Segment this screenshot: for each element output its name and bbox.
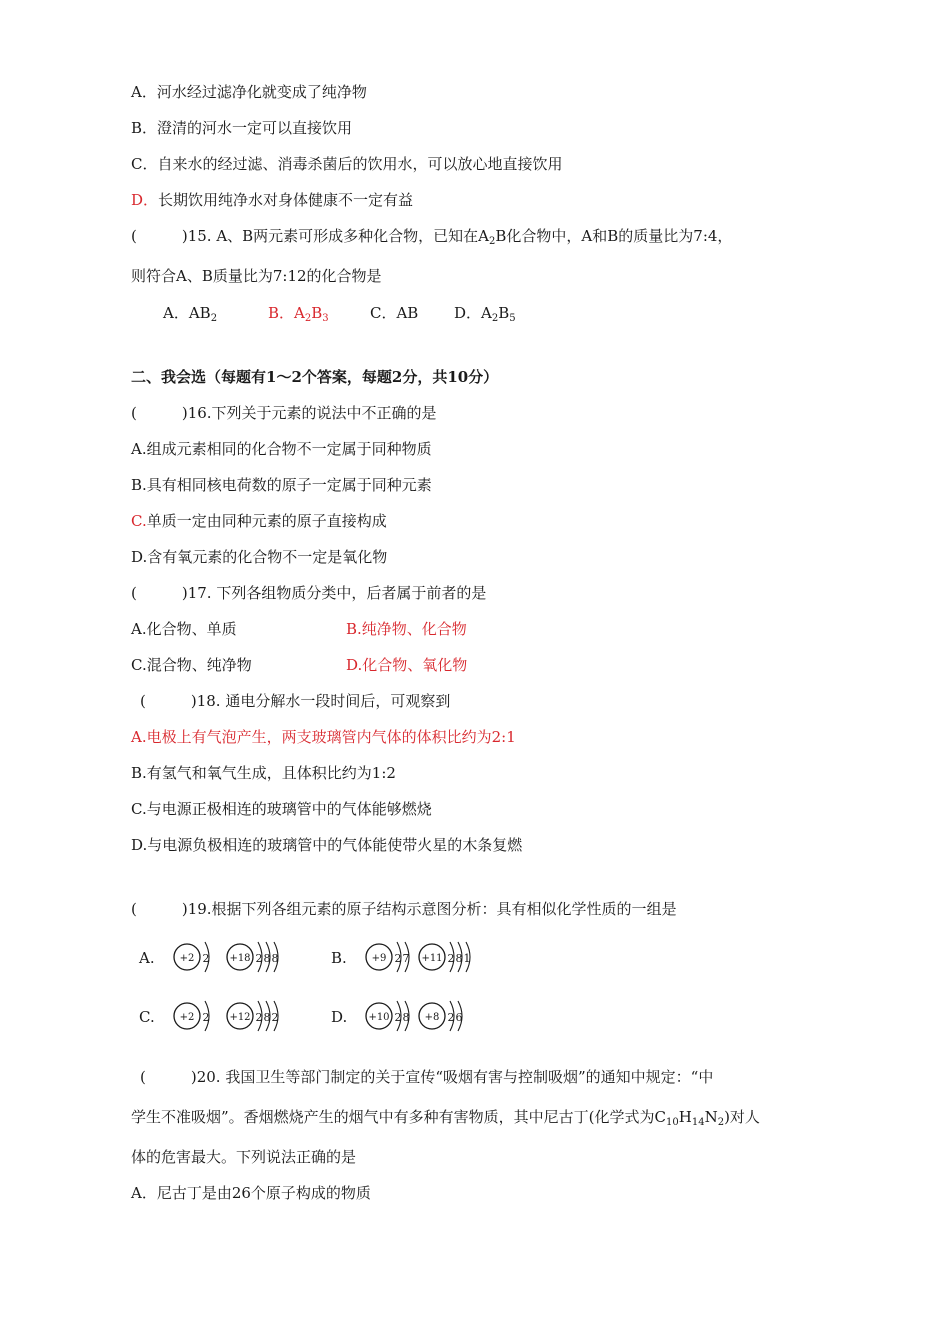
diagram-label: D. — [331, 1008, 348, 1026]
q18-stem: ( )18. 通电分解水一段时间后，可观察到 — [140, 692, 451, 710]
option-text: A．AB — [163, 304, 211, 322]
electron-count: 8 — [263, 1011, 271, 1024]
nucleus-charge: +11 — [421, 953, 443, 964]
q17-stem: ( )17. 下列各组物质分类中，后者属于前者的是 — [131, 584, 487, 602]
q15-stem-line2: 则符合A、B质量比为7:12的化合物是 — [131, 267, 382, 285]
q15-option-d — [454, 303, 516, 323]
answer-letter: D． — [131, 191, 159, 209]
q17-option-d: D.化合物、氧化物 — [346, 656, 468, 674]
q17-option-a: A.化合物、单质 — [131, 620, 237, 638]
q20-option-a: A．尼古丁是由26个原子构成的物质 — [131, 1184, 371, 1202]
atom-diagram — [366, 1001, 410, 1031]
option-text: 单质一定由同种元素的原子直接构成 — [146, 512, 387, 530]
q16-option-a: A.组成元素相同的化合物不一定属于同种物质 — [131, 440, 432, 458]
atom-diagram — [227, 1001, 279, 1031]
diagram-label: B. — [331, 949, 347, 967]
answer-letter: C. — [131, 512, 147, 530]
atom-diagram — [174, 1001, 210, 1031]
option-text: B．A — [268, 304, 305, 322]
option-text: D．A — [454, 304, 492, 322]
q15-option-a — [163, 303, 268, 323]
q20-stem-line3: 体的危害最大。下列说法正确的是 — [131, 1148, 357, 1166]
q20-stem-line2 — [131, 1107, 760, 1127]
subscript: 10 — [666, 1117, 679, 1128]
q20-stem-line1: ( )20. 我国卫生等部门制定的关于宣传“吸烟有害与控制吸烟”的通知中规定：“中 — [140, 1068, 714, 1086]
q18-option-d: D.与电源负极相连的玻璃管中的气体能使带火星的木条复燃 — [131, 836, 523, 854]
atom-diagram — [366, 942, 410, 972]
electron-count: 8 — [263, 952, 271, 965]
nucleus-charge: +2 — [179, 953, 195, 964]
electron-count: 2 — [271, 1011, 279, 1024]
q16-option-b: B.具有相同核电荷数的原子一定属于同种元素 — [131, 476, 432, 494]
stem-text: H — [678, 1108, 692, 1126]
subscript: 5 — [509, 313, 516, 324]
q18-option-a: A.电极上有气泡产生，两支玻璃管内气体的体积比约为2:1 — [131, 728, 516, 746]
electron-count: 6 — [455, 1011, 463, 1024]
q15-option-b — [268, 303, 370, 323]
electron-count: 7 — [402, 952, 410, 965]
q14-option-a: A．河水经过滤净化就变成了纯净物 — [131, 83, 367, 101]
q14-option-d — [131, 190, 413, 210]
electron-count: 1 — [463, 952, 471, 965]
subscript: 2 — [491, 313, 499, 324]
subscript: 2 — [304, 313, 312, 324]
q15-stem-line1 — [131, 226, 732, 246]
subscript: 2 — [717, 1117, 725, 1128]
section-heading: 二、我会选（每题有1～2个答案，每题2分，共10分） — [131, 368, 499, 386]
electron-count: 8 — [455, 952, 463, 965]
q15-option-c: C．AB — [370, 304, 419, 322]
q14-option-c: C．自来水的经过滤、消毒杀菌后的饮用水，可以放心地直接饮用 — [131, 155, 563, 173]
q16-option-c — [131, 511, 387, 531]
stem-text: )对人 — [724, 1108, 760, 1126]
electron-count: 2 — [202, 1011, 210, 1024]
electron-count: 2 — [255, 952, 263, 965]
q17-option-b: B.纯净物、化合物 — [346, 620, 467, 638]
atomic-structure-diagrams — [131, 928, 531, 1038]
nucleus-charge: +12 — [229, 1012, 251, 1023]
electron-count: 8 — [271, 952, 279, 965]
subscript: 14 — [691, 1117, 705, 1128]
subscript: 2 — [489, 236, 496, 247]
diagram-label: A. — [139, 949, 155, 967]
electron-count: 2 — [447, 1011, 455, 1024]
q15-options — [163, 303, 516, 323]
q16-option-d: D.含有氧元素的化合物不一定是氧化物 — [131, 548, 388, 566]
q16-stem: ( )16.下列关于元素的说法中不正确的是 — [131, 404, 437, 422]
electron-count: 2 — [202, 952, 210, 965]
subscript: 3 — [322, 313, 329, 324]
q17-option-c: C.混合物、纯净物 — [131, 656, 252, 674]
electron-count: 2 — [447, 952, 455, 965]
atom-diagram — [419, 1001, 463, 1031]
option-text: B — [311, 304, 323, 322]
stem-text: N — [704, 1108, 718, 1126]
diagram-label: C. — [139, 1008, 155, 1026]
stem-text: ( )15. A、B两元素可形成多种化合物，已知在A — [131, 227, 490, 245]
option-text: B — [498, 304, 510, 322]
stem-text: 学生不准吸烟”。香烟燃烧产生的烟气中有多种有害物质，其中尼古丁(化学式为C — [131, 1108, 667, 1126]
electron-count: 2 — [394, 952, 402, 965]
q14-option-b: B．澄清的河水一定可以直接饮用 — [131, 119, 353, 137]
nucleus-charge: +8 — [424, 1012, 440, 1023]
atom-diagram — [174, 942, 210, 972]
electron-count: 8 — [402, 1011, 410, 1024]
electron-count: 2 — [255, 1011, 263, 1024]
electron-count: 2 — [394, 1011, 402, 1024]
option-text: 长期饮用纯净水对身体健康不一定有益 — [158, 191, 414, 209]
nucleus-charge: +18 — [229, 953, 251, 964]
nucleus-charge: +10 — [368, 1012, 390, 1023]
nucleus-charge: +9 — [371, 953, 387, 964]
q18-option-c: C.与电源正极相连的玻璃管中的气体能够燃烧 — [131, 800, 432, 818]
q19-stem: ( )19.根据下列各组元素的原子结构示意图分析：具有相似化学性质的一组是 — [131, 900, 677, 918]
atom-diagram — [227, 942, 279, 972]
stem-text: B化合物中，A和B的质量比为7:4， — [495, 227, 733, 245]
atom-diagram — [419, 942, 471, 972]
subscript: 2 — [210, 313, 218, 324]
q18-option-b: B.有氢气和氧气生成，且体积比约为1:2 — [131, 764, 396, 782]
nucleus-charge: +2 — [179, 1012, 195, 1023]
